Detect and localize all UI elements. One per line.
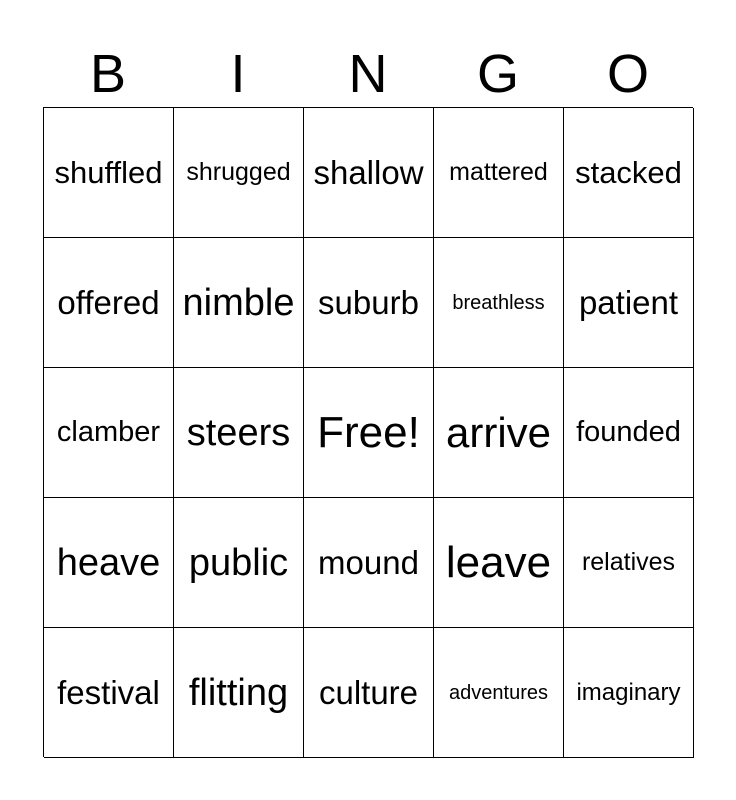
bingo-cell[interactable]: public: [174, 498, 304, 628]
bingo-cell[interactable]: clamber: [44, 368, 174, 498]
bingo-cell[interactable]: offered: [44, 238, 174, 368]
header-letter-n: N: [348, 44, 388, 104]
header-letter-g: G: [476, 44, 519, 104]
bingo-board: [43, 107, 693, 757]
bingo-cell[interactable]: culture: [304, 628, 434, 758]
bingo-cell[interactable]: mattered: [434, 108, 564, 238]
bingo-cell[interactable]: adventures: [434, 628, 564, 758]
bingo-cell[interactable]: festival: [44, 628, 174, 758]
bingo-cell[interactable]: suburb: [304, 238, 434, 368]
bingo-cell[interactable]: heave: [44, 498, 174, 628]
bingo-cell[interactable]: mound: [304, 498, 434, 628]
bingo-cell[interactable]: flitting: [174, 628, 304, 758]
bingo-cell[interactable]: imaginary: [564, 628, 694, 758]
header-letter-b: B: [89, 44, 127, 104]
bingo-cell[interactable]: stacked: [564, 108, 694, 238]
bingo-cell[interactable]: shuffled: [44, 108, 174, 238]
bingo-cell[interactable]: arrive: [434, 368, 564, 498]
bingo-cell[interactable]: leave: [434, 498, 564, 628]
bingo-cell[interactable]: steers: [174, 368, 304, 498]
bingo-cell[interactable]: shrugged: [174, 108, 304, 238]
bingo-cell[interactable]: patient: [564, 238, 694, 368]
bingo-cell[interactable]: founded: [564, 368, 694, 498]
bingo-cell[interactable]: shallow: [304, 108, 434, 238]
bingo-cell[interactable]: relatives: [564, 498, 694, 628]
bingo-header: [43, 40, 693, 108]
header-letter-i: I: [230, 44, 246, 104]
bingo-cell[interactable]: nimble: [174, 238, 304, 368]
header-letter-o: O: [606, 44, 649, 104]
free-space-cell[interactable]: Free!: [304, 368, 434, 498]
bingo-cell[interactable]: breathless: [434, 238, 564, 368]
